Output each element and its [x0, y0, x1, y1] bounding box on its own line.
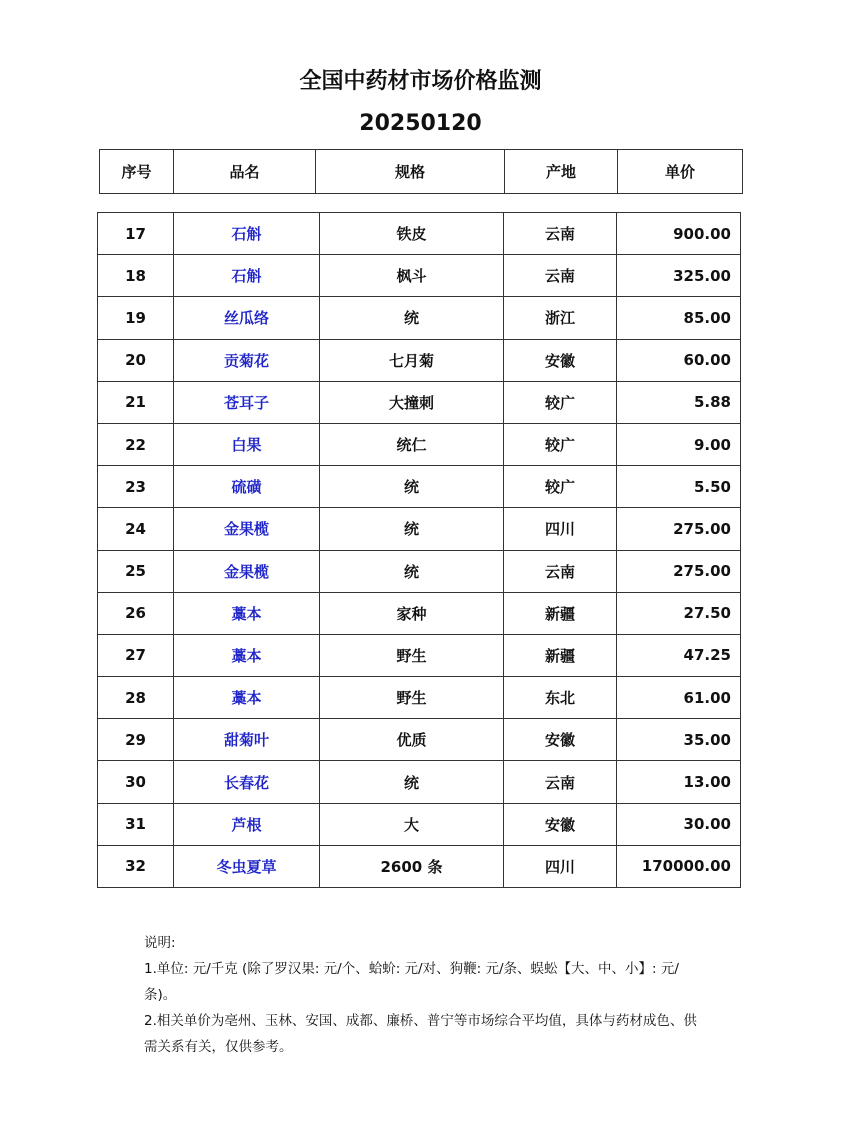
price-table: [97, 212, 741, 888]
cell-name[interactable]: 丝瓜络: [174, 297, 320, 339]
cell-spec: 统: [320, 466, 504, 508]
cell-origin: 较广: [504, 381, 617, 423]
cell-name[interactable]: 苍耳子: [174, 381, 320, 423]
cell-origin: 浙江: [504, 297, 617, 339]
cell-name[interactable]: 冬虫夏草: [174, 845, 320, 887]
cell-price: 325.00: [617, 255, 741, 297]
cell-price: 60.00: [617, 339, 741, 381]
cell-origin: 较广: [504, 466, 617, 508]
cell-no: 31: [98, 803, 174, 845]
cell-origin: 云南: [504, 550, 617, 592]
cell-price: 5.50: [617, 466, 741, 508]
cell-spec: 统: [320, 761, 504, 803]
cell-spec: 七月菊: [320, 339, 504, 381]
cell-spec: 枫斗: [320, 255, 504, 297]
table-row: [98, 634, 741, 676]
report-date: 20250120: [359, 111, 482, 136]
cell-name[interactable]: 白果: [174, 423, 320, 465]
table-row: [98, 719, 741, 761]
cell-name[interactable]: 甜菊叶: [174, 719, 320, 761]
table-row: [98, 213, 741, 255]
cell-price: 9.00: [617, 423, 741, 465]
cell-name[interactable]: 金果榄: [174, 508, 320, 550]
cell-no: 21: [98, 381, 174, 423]
cell-spec: 统: [320, 297, 504, 339]
cell-origin: 云南: [504, 213, 617, 255]
cell-origin: 新疆: [504, 634, 617, 676]
column-header-origin: 产地: [505, 150, 618, 194]
cell-price: 900.00: [617, 213, 741, 255]
column-header-spec: 规格: [316, 150, 505, 194]
cell-name[interactable]: 石斛: [174, 213, 320, 255]
table-row: [98, 508, 741, 550]
cell-origin: 四川: [504, 845, 617, 887]
cell-spec: 统仁: [320, 423, 504, 465]
cell-name[interactable]: 硫磺: [174, 466, 320, 508]
cell-price: 47.25: [617, 634, 741, 676]
cell-name[interactable]: 金果榄: [174, 550, 320, 592]
cell-no: 30: [98, 761, 174, 803]
cell-origin: 安徽: [504, 803, 617, 845]
cell-spec: 野生: [320, 634, 504, 676]
cell-no: 27: [98, 634, 174, 676]
table-row: [98, 803, 741, 845]
cell-name[interactable]: 贡菊花: [174, 339, 320, 381]
table-header: [99, 149, 743, 194]
cell-name[interactable]: 石斛: [174, 255, 320, 297]
cell-no: 29: [98, 719, 174, 761]
cell-price: 30.00: [617, 803, 741, 845]
table-row: [98, 339, 741, 381]
column-header-price: 单价: [618, 150, 743, 194]
table-row: [98, 255, 741, 297]
notes-heading: 说明:: [144, 935, 176, 951]
cell-price: 275.00: [617, 550, 741, 592]
table-row: [98, 592, 741, 634]
cell-origin: 云南: [504, 255, 617, 297]
cell-origin: 新疆: [504, 592, 617, 634]
cell-price: 5.88: [617, 381, 741, 423]
cell-no: 28: [98, 677, 174, 719]
cell-no: 24: [98, 508, 174, 550]
cell-spec: 铁皮: [320, 213, 504, 255]
cell-no: 20: [98, 339, 174, 381]
cell-spec: 优质: [320, 719, 504, 761]
cell-no: 26: [98, 592, 174, 634]
notes-section: [144, 930, 704, 1060]
cell-spec: 2600 条: [320, 845, 504, 887]
column-header-name: 品名: [174, 150, 316, 194]
cell-price: 85.00: [617, 297, 741, 339]
table-row: [98, 550, 741, 592]
cell-price: 170000.00: [617, 845, 741, 887]
page-title: 全国中药材市场价格监测: [299, 69, 542, 94]
cell-no: 25: [98, 550, 174, 592]
cell-price: 275.00: [617, 508, 741, 550]
cell-price: 27.50: [617, 592, 741, 634]
cell-no: 23: [98, 466, 174, 508]
cell-origin: 四川: [504, 508, 617, 550]
table-row: [98, 297, 741, 339]
cell-price: 61.00: [617, 677, 741, 719]
table-row: [98, 381, 741, 423]
cell-name[interactable]: 芦根: [174, 803, 320, 845]
notes-line-2: 2.相关单价为亳州、玉林、安国、成都、廉桥、普宁等市场综合平均值，具体与药材成色、供需关系有关，仅供参考。: [144, 1013, 697, 1055]
cell-price: 13.00: [617, 761, 741, 803]
table-row: [98, 677, 741, 719]
cell-no: 19: [98, 297, 174, 339]
table-row: [98, 466, 741, 508]
cell-name[interactable]: 藁本: [174, 592, 320, 634]
cell-spec: 大撞刺: [320, 381, 504, 423]
cell-no: 32: [98, 845, 174, 887]
cell-origin: 较广: [504, 423, 617, 465]
cell-spec: 大: [320, 803, 504, 845]
cell-origin: 安徽: [504, 719, 617, 761]
cell-origin: 东北: [504, 677, 617, 719]
cell-no: 17: [98, 213, 174, 255]
table-row: [98, 423, 741, 465]
cell-no: 18: [98, 255, 174, 297]
cell-origin: 云南: [504, 761, 617, 803]
cell-price: 35.00: [617, 719, 741, 761]
notes-line-1: 1.单位: 元/千克 (除了罗汉果: 元/个、蛤蚧: 元/对、狗鞭: 元/条、蜈蚣【大、中、小】: 元/条)。: [144, 961, 679, 1003]
cell-spec: 统: [320, 550, 504, 592]
table-row: [98, 761, 741, 803]
table-row: [98, 845, 741, 887]
cell-name[interactable]: 藁本: [174, 634, 320, 676]
cell-no: 22: [98, 423, 174, 465]
cell-spec: 家种: [320, 592, 504, 634]
column-header-no: 序号: [100, 150, 174, 194]
cell-origin: 安徽: [504, 339, 617, 381]
cell-name[interactable]: 长春花: [174, 761, 320, 803]
cell-spec: 统: [320, 508, 504, 550]
cell-name[interactable]: 藁本: [174, 677, 320, 719]
cell-spec: 野生: [320, 677, 504, 719]
